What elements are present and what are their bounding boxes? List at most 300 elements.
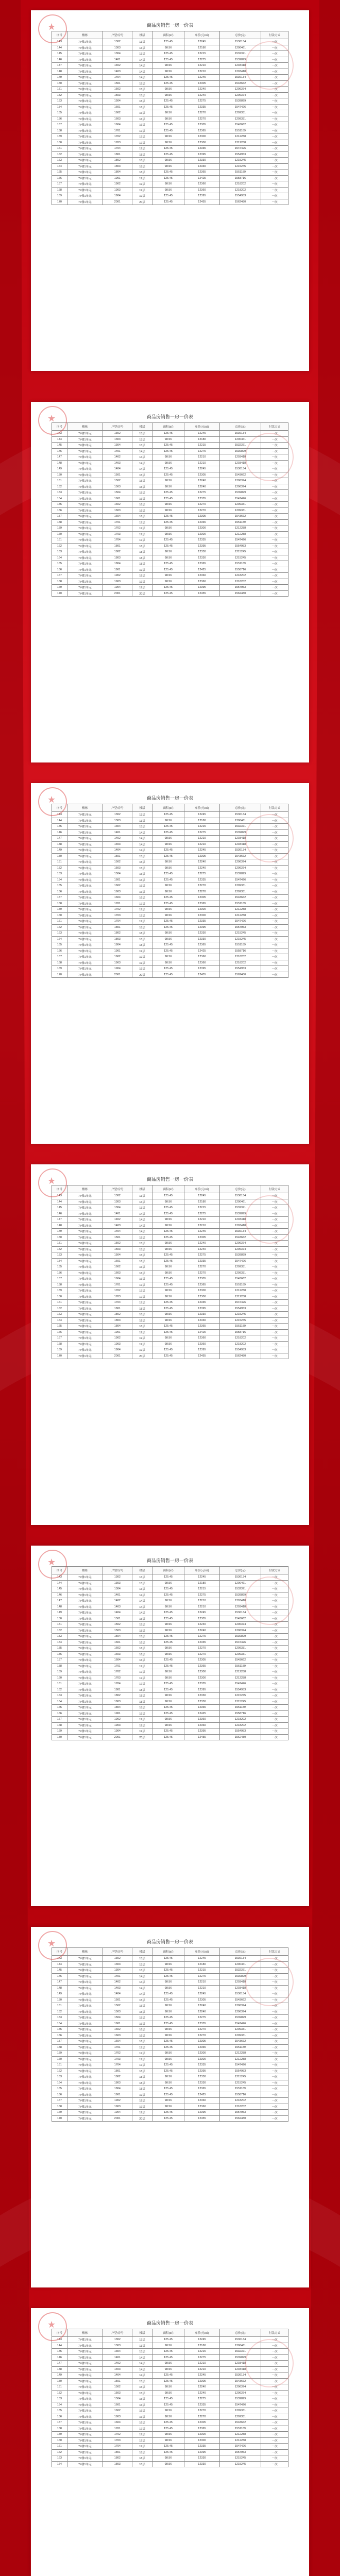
table-row bbox=[52, 1657, 288, 1664]
watermark-seal-icon bbox=[245, 814, 294, 862]
table-cell: 125.45 bbox=[152, 924, 184, 930]
table-header-cell: 序号 bbox=[52, 1948, 67, 1956]
table-cell: 125.45 bbox=[152, 2426, 184, 2432]
table-row bbox=[52, 92, 288, 98]
table-row bbox=[52, 2068, 288, 2074]
table-cell: 148 bbox=[52, 1604, 67, 1610]
table-cell: 12210 bbox=[184, 454, 220, 461]
table-row bbox=[52, 1710, 288, 1717]
table-cell: 一次 bbox=[261, 585, 288, 591]
table-cell: 7#楼1单元 bbox=[67, 579, 103, 585]
table-cell: 1702 bbox=[103, 907, 132, 913]
table-cell: 125.45 bbox=[152, 537, 184, 544]
table-cell: 98.56 bbox=[152, 2384, 184, 2391]
table-cell: 98.56 bbox=[152, 2009, 184, 2015]
table-cell: 12300 bbox=[184, 2056, 220, 2062]
table-cell: 16层 bbox=[132, 104, 152, 110]
table-cell: 168 bbox=[52, 187, 67, 193]
table-cell: 1209331 bbox=[219, 883, 261, 889]
table-cell: 7#楼1单元 bbox=[67, 2021, 103, 2027]
table-cell: 125.45 bbox=[152, 1710, 184, 1717]
table-cell: 1536134 bbox=[219, 466, 261, 472]
table-cell: 7#楼1单元 bbox=[67, 1306, 103, 1312]
table-cell: 1503 bbox=[103, 2009, 132, 2015]
table-cell: 一次 bbox=[261, 907, 288, 913]
table-cell: 125.45 bbox=[152, 75, 184, 81]
table-cell: 1902 bbox=[103, 1335, 132, 1342]
table-row bbox=[52, 116, 288, 122]
table-cell: 12270 bbox=[184, 1270, 220, 1276]
table-header-cell: 单价(元/㎡) bbox=[184, 1185, 220, 1193]
table-header-cell: 面积(㎡) bbox=[152, 423, 184, 431]
table-cell: 7#楼1单元 bbox=[67, 1604, 103, 1610]
table-cell: 1206374 bbox=[219, 859, 261, 866]
table-cell: 1304 bbox=[103, 2349, 132, 2355]
table-cell: 12245 bbox=[184, 1610, 220, 1616]
table-cell: 7#楼1单元 bbox=[67, 848, 103, 854]
table-cell: 7#楼1单元 bbox=[67, 1335, 103, 1342]
table-cell: 14层 bbox=[132, 2361, 152, 2367]
table-cell: 98.56 bbox=[152, 1961, 184, 1968]
table-cell: 16层 bbox=[132, 1646, 152, 1652]
table-cell: 7#楼1单元 bbox=[67, 436, 103, 443]
table-cell: 7#楼1单元 bbox=[67, 466, 103, 472]
table-row bbox=[52, 187, 288, 193]
table-cell: 1304 bbox=[103, 1968, 132, 1974]
table-cell: 147 bbox=[52, 1217, 67, 1223]
table-cell: 20层 bbox=[132, 199, 152, 205]
table-row bbox=[52, 199, 288, 205]
table-cell: 7#楼1单元 bbox=[67, 936, 103, 942]
table-cell: 1218202 bbox=[219, 579, 261, 585]
price-sheet bbox=[31, 402, 309, 762]
table-cell: 98.56 bbox=[152, 2432, 184, 2438]
table-cell: 一次 bbox=[261, 1646, 288, 1652]
table-cell: 1539899 bbox=[219, 2396, 261, 2402]
table-row bbox=[52, 1651, 288, 1657]
table-cell: 150 bbox=[52, 1616, 67, 1622]
table-cell: 17层 bbox=[132, 1675, 152, 1681]
table-header-cell: 楼栋 bbox=[67, 31, 103, 39]
table-cell: 1803 bbox=[103, 936, 132, 942]
table-cell: 1701 bbox=[103, 519, 132, 526]
table-cell: 98.56 bbox=[152, 936, 184, 942]
table-cell: 145 bbox=[52, 443, 67, 449]
table-cell: 170 bbox=[52, 590, 67, 597]
table-cell: 125.45 bbox=[152, 1616, 184, 1622]
table-cell: 7#楼1单元 bbox=[67, 824, 103, 830]
table-cell: 13层 bbox=[132, 436, 152, 443]
table-cell: 153 bbox=[52, 2396, 67, 2402]
table-cell: 12180 bbox=[184, 1961, 220, 1968]
table-cell: 1604 bbox=[103, 514, 132, 520]
table-cell: 15层 bbox=[132, 87, 152, 93]
table-cell: 12275 bbox=[184, 1592, 220, 1598]
table-cell: 154 bbox=[52, 1258, 67, 1264]
table-cell: 148 bbox=[52, 460, 67, 466]
table-cell: 145 bbox=[52, 2349, 67, 2355]
table-cell: 17层 bbox=[132, 146, 152, 152]
table-row bbox=[52, 877, 288, 883]
table-cell: 12455 bbox=[184, 2115, 220, 2122]
table-cell: 18层 bbox=[132, 543, 152, 549]
table-cell: 7#楼1单元 bbox=[67, 1734, 103, 1740]
table-cell: 146 bbox=[52, 448, 67, 454]
table-row bbox=[52, 1687, 288, 1693]
table-cell: 12330 bbox=[184, 555, 220, 561]
table-cell: 19层 bbox=[132, 954, 152, 960]
table-cell: 1602 bbox=[103, 1264, 132, 1270]
table-cell: 7#楼1单元 bbox=[67, 573, 103, 579]
table-cell: 7#楼1单元 bbox=[67, 199, 103, 205]
table-header-cell: 户型/房号 bbox=[103, 1948, 132, 1956]
table-cell: 150 bbox=[52, 853, 67, 859]
table-cell: 152 bbox=[52, 2390, 67, 2396]
table-cell: 165 bbox=[52, 1324, 67, 1330]
table-cell: 12240 bbox=[184, 2009, 220, 2015]
table-cell: 16层 bbox=[132, 1639, 152, 1646]
table-cell: 157 bbox=[52, 2420, 67, 2426]
table-row bbox=[52, 519, 288, 526]
table-cell: 17层 bbox=[132, 519, 152, 526]
table-cell: 一次 bbox=[261, 1628, 288, 1634]
table-cell: 125.45 bbox=[152, 519, 184, 526]
table-cell: 98.56 bbox=[152, 2361, 184, 2367]
table-cell: 15层 bbox=[132, 1241, 152, 1247]
table-cell: 1604 bbox=[103, 122, 132, 128]
table-cell: 13层 bbox=[132, 1961, 152, 1968]
table-cell: 1903 bbox=[103, 187, 132, 193]
table-cell: 1209331 bbox=[219, 2414, 261, 2420]
table-cell: 125.45 bbox=[152, 1252, 184, 1259]
table-cell: 12360 bbox=[184, 2098, 220, 2104]
table-cell: 7#楼1单元 bbox=[67, 2092, 103, 2098]
table-cell: 98.56 bbox=[152, 2408, 184, 2414]
table-cell: 12245 bbox=[184, 1574, 220, 1581]
table-cell: 14层 bbox=[132, 63, 152, 69]
table-cell: 1547426 bbox=[219, 2402, 261, 2408]
table-cell: 12275 bbox=[184, 1252, 220, 1259]
table-cell: 1536134 bbox=[219, 2337, 261, 2343]
table-cell: 一次 bbox=[261, 1639, 288, 1646]
table-cell: 14层 bbox=[132, 1991, 152, 1997]
table-cell: 一次 bbox=[261, 2009, 288, 2015]
table-cell: 16层 bbox=[132, 883, 152, 889]
table-cell: 1543662 bbox=[219, 1276, 261, 1282]
table-cell: 1704 bbox=[103, 2444, 132, 2450]
seal-stamp-icon bbox=[38, 787, 67, 816]
table-cell: 12365 bbox=[184, 128, 220, 134]
table-cell: 1206374 bbox=[219, 92, 261, 98]
table-cell: 7#楼1单元 bbox=[67, 181, 103, 188]
table-cell: 一次 bbox=[261, 895, 288, 901]
table-cell: 18层 bbox=[132, 2461, 152, 2467]
table-cell: 1215245 bbox=[219, 2455, 261, 2462]
table-cell: 一次 bbox=[261, 1300, 288, 1306]
table-cell: 12270 bbox=[184, 1646, 220, 1652]
table-cell: 16层 bbox=[132, 1651, 152, 1657]
table-cell: 167 bbox=[52, 1335, 67, 1342]
table-cell: 12305 bbox=[184, 1997, 220, 2003]
table-cell: 17层 bbox=[132, 901, 152, 907]
table-cell: 98.56 bbox=[152, 2080, 184, 2086]
table-cell: 125.45 bbox=[152, 2015, 184, 2021]
table-cell: 1402 bbox=[103, 454, 132, 461]
table-cell: 1702 bbox=[103, 2050, 132, 2057]
table-row bbox=[52, 883, 288, 889]
table-cell: 一次 bbox=[261, 187, 288, 193]
table-cell: 7#楼1单元 bbox=[67, 590, 103, 597]
table-cell: 1501 bbox=[103, 1234, 132, 1241]
table-cell: 12335 bbox=[184, 1300, 220, 1306]
table-cell: 15层 bbox=[132, 1246, 152, 1252]
table-cell: 一次 bbox=[261, 1229, 288, 1235]
table-cell: 12335 bbox=[184, 1639, 220, 1646]
table-cell: 125.45 bbox=[152, 1639, 184, 1646]
table-cell: 145 bbox=[52, 824, 67, 830]
table-cell: 12215 bbox=[184, 1586, 220, 1592]
table-row bbox=[52, 1241, 288, 1247]
table-cell: 148 bbox=[52, 1223, 67, 1229]
table-cell: 7#楼1单元 bbox=[67, 1628, 103, 1634]
table-cell: 12300 bbox=[184, 912, 220, 919]
table-cell: 143 bbox=[52, 1193, 67, 1199]
table-cell: 7#楼1单元 bbox=[67, 1341, 103, 1347]
table-row bbox=[52, 889, 288, 895]
table-header-cell: 面积(㎡) bbox=[152, 804, 184, 812]
price-sheet bbox=[31, 1164, 309, 1525]
table-cell: 1215245 bbox=[219, 158, 261, 164]
table-cell: 125.45 bbox=[152, 895, 184, 901]
table-cell: 1903 bbox=[103, 1341, 132, 1347]
table-cell: 14层 bbox=[132, 2354, 152, 2361]
table-cell: 7#楼1单元 bbox=[67, 1258, 103, 1264]
table-row bbox=[52, 924, 288, 930]
table-cell: 144 bbox=[52, 1580, 67, 1586]
table-cell: 125.45 bbox=[152, 1205, 184, 1211]
table-cell: 12210 bbox=[184, 1985, 220, 1991]
table-cell: 7#楼1单元 bbox=[67, 1574, 103, 1581]
table-cell: 12300 bbox=[184, 1288, 220, 1294]
table-cell: 125.45 bbox=[152, 871, 184, 877]
table-cell: 13层 bbox=[132, 1205, 152, 1211]
table-cell: 12180 bbox=[184, 1580, 220, 1586]
table-cell: 一次 bbox=[261, 151, 288, 158]
table-cell: 一次 bbox=[261, 2027, 288, 2033]
table-row bbox=[52, 972, 288, 978]
table-row bbox=[52, 2039, 288, 2045]
table-cell: 14层 bbox=[132, 1217, 152, 1223]
table-cell: 98.56 bbox=[152, 2366, 184, 2372]
table-cell: 161 bbox=[52, 1300, 67, 1306]
table-cell: 7#楼1单元 bbox=[67, 69, 103, 75]
table-cell: 98.56 bbox=[152, 1223, 184, 1229]
table-cell: 98.56 bbox=[152, 1264, 184, 1270]
table-cell: 164 bbox=[52, 936, 67, 942]
table-cell: 7#楼1单元 bbox=[67, 818, 103, 824]
table-cell: 一次 bbox=[261, 104, 288, 110]
table-cell: 17层 bbox=[132, 1300, 152, 1306]
table-cell: 7#楼1单元 bbox=[67, 1639, 103, 1646]
table-cell: 一次 bbox=[261, 69, 288, 75]
table-cell: 一次 bbox=[261, 1205, 288, 1211]
table-cell: 17层 bbox=[132, 140, 152, 146]
table-cell: 7#楼1单元 bbox=[67, 2068, 103, 2074]
table-cell: 143 bbox=[52, 39, 67, 45]
table-cell: 7#楼1单元 bbox=[67, 122, 103, 128]
table-cell: 7#楼1单元 bbox=[67, 502, 103, 508]
table-cell: 151 bbox=[52, 478, 67, 484]
table-cell: 7#楼1单元 bbox=[67, 2009, 103, 2015]
table-cell: 12210 bbox=[184, 841, 220, 848]
table-cell: 154 bbox=[52, 496, 67, 502]
table-cell: 14层 bbox=[132, 1973, 152, 1979]
table-cell: 155 bbox=[52, 502, 67, 508]
table-cell: 一次 bbox=[261, 1270, 288, 1276]
table-cell: 7#楼1单元 bbox=[67, 1229, 103, 1235]
table-cell: 12275 bbox=[184, 2015, 220, 2021]
table-cell: 7#楼1单元 bbox=[67, 507, 103, 514]
table-cell: 一次 bbox=[261, 2098, 288, 2104]
table-cell: 12300 bbox=[184, 531, 220, 537]
table-cell: 1303 bbox=[103, 45, 132, 51]
table-cell: 125.45 bbox=[152, 942, 184, 948]
table-cell: 7#楼1单元 bbox=[67, 2337, 103, 2343]
table-row bbox=[52, 2074, 288, 2080]
table-cell: 145 bbox=[52, 1205, 67, 1211]
table-cell: 12245 bbox=[184, 1991, 220, 1997]
table-cell: 98.56 bbox=[152, 181, 184, 188]
table-cell: 7#楼1单元 bbox=[67, 1234, 103, 1241]
table-row bbox=[52, 1317, 288, 1324]
table-cell: 12360 bbox=[184, 573, 220, 579]
table-cell: 一次 bbox=[261, 87, 288, 93]
table-header-cell: 序号 bbox=[52, 31, 67, 39]
table-cell: 1547426 bbox=[219, 1681, 261, 1687]
sheet-title: 商品房销售一房一价表 bbox=[146, 1558, 193, 1564]
table-cell: 98.56 bbox=[152, 2437, 184, 2444]
table-cell: 156 bbox=[52, 2032, 67, 2039]
table-cell: 1543662 bbox=[219, 2420, 261, 2426]
table-cell: 1403 bbox=[103, 1223, 132, 1229]
table-cell: 一次 bbox=[261, 531, 288, 537]
table-cell: 1551189 bbox=[219, 2044, 261, 2050]
table-cell: 12210 bbox=[184, 460, 220, 466]
table-cell: 一次 bbox=[261, 555, 288, 561]
table-cell: 一次 bbox=[261, 2402, 288, 2408]
table-cell: 17层 bbox=[132, 2044, 152, 2050]
table-cell: 7#楼1单元 bbox=[67, 555, 103, 561]
table-cell: 1206374 bbox=[219, 865, 261, 871]
table-cell: 12365 bbox=[184, 2044, 220, 2050]
table-cell: 98.56 bbox=[152, 531, 184, 537]
table-cell: 16层 bbox=[132, 2032, 152, 2039]
table-cell: 一次 bbox=[261, 2062, 288, 2069]
table-cell: 12275 bbox=[184, 1973, 220, 1979]
table-cell: 12275 bbox=[184, 490, 220, 496]
table-cell: 125.45 bbox=[152, 2349, 184, 2355]
table-cell: 1551189 bbox=[219, 1705, 261, 1711]
table-cell: 1206374 bbox=[219, 2009, 261, 2015]
table-header-cell: 楼层 bbox=[132, 2329, 152, 2337]
table-cell: 7#楼1单元 bbox=[67, 859, 103, 866]
table-cell: 1532371 bbox=[219, 1968, 261, 1974]
table-header-cell: 户型/房号 bbox=[103, 423, 132, 431]
table-row bbox=[52, 2092, 288, 2098]
table-cell: 18层 bbox=[132, 555, 152, 561]
table-cell: 1801 bbox=[103, 2068, 132, 2074]
table-cell: 1802 bbox=[103, 1693, 132, 1699]
table-cell: 15层 bbox=[132, 2015, 152, 2021]
table-cell: 125.45 bbox=[152, 1687, 184, 1693]
table-cell: 7#楼1单元 bbox=[67, 526, 103, 532]
table-cell: 7#楼1单元 bbox=[67, 1592, 103, 1598]
table-cell: 12240 bbox=[184, 1628, 220, 1634]
table-cell: 1203418 bbox=[219, 1223, 261, 1229]
table-cell: 98.56 bbox=[152, 460, 184, 466]
table-cell: 1602 bbox=[103, 1646, 132, 1652]
table-cell: 12210 bbox=[184, 1979, 220, 1986]
table-row bbox=[52, 942, 288, 948]
table-cell: 1562480 bbox=[219, 590, 261, 597]
table-cell: 一次 bbox=[261, 140, 288, 146]
table-cell: 151 bbox=[52, 1241, 67, 1247]
table-cell: 一次 bbox=[261, 1574, 288, 1581]
table-header-cell: 户型/房号 bbox=[103, 2329, 132, 2337]
table-cell: 156 bbox=[52, 1270, 67, 1276]
table-cell: 165 bbox=[52, 561, 67, 567]
table-cell: 125.45 bbox=[152, 39, 184, 45]
table-cell: 1404 bbox=[103, 1991, 132, 1997]
table-cell: 158 bbox=[52, 128, 67, 134]
table-header-cell: 单价(元/㎡) bbox=[184, 31, 220, 39]
table-cell: 一次 bbox=[261, 590, 288, 597]
table-cell: 12210 bbox=[184, 836, 220, 842]
table-cell: 一次 bbox=[261, 1651, 288, 1657]
table-cell: 1532371 bbox=[219, 51, 261, 57]
table-cell: 1218202 bbox=[219, 1722, 261, 1728]
table-row bbox=[52, 1956, 288, 1962]
table-cell: 16层 bbox=[132, 514, 152, 520]
table-cell: 16层 bbox=[132, 2408, 152, 2414]
table-cell: 1218202 bbox=[219, 573, 261, 579]
watermark-seal-icon bbox=[245, 1577, 294, 1625]
table-cell: 7#楼1单元 bbox=[67, 1312, 103, 1318]
table-cell: 1902 bbox=[103, 954, 132, 960]
table-cell: 12365 bbox=[184, 2426, 220, 2432]
table-cell: 1532371 bbox=[219, 2349, 261, 2355]
table-cell: 15层 bbox=[132, 92, 152, 98]
table-row bbox=[52, 2455, 288, 2462]
table-cell: 17层 bbox=[132, 1681, 152, 1687]
table-cell: 17层 bbox=[132, 531, 152, 537]
table-cell: 一次 bbox=[261, 2408, 288, 2414]
table-cell: 169 bbox=[52, 585, 67, 591]
table-cell: 18层 bbox=[132, 163, 152, 170]
table-cell: 12240 bbox=[184, 1622, 220, 1628]
table-cell: 14层 bbox=[132, 448, 152, 454]
table-cell: 12455 bbox=[184, 1734, 220, 1740]
table-row bbox=[52, 531, 288, 537]
table-cell: 1212288 bbox=[219, 2050, 261, 2057]
table-cell: 143 bbox=[52, 812, 67, 818]
table-cell: 12240 bbox=[184, 87, 220, 93]
table-cell: 19层 bbox=[132, 2098, 152, 2104]
table-cell: 12300 bbox=[184, 2050, 220, 2057]
table-cell: 7#楼1单元 bbox=[67, 1598, 103, 1604]
table-cell: 161 bbox=[52, 1681, 67, 1687]
table-cell: 7#楼1单元 bbox=[67, 1699, 103, 1705]
